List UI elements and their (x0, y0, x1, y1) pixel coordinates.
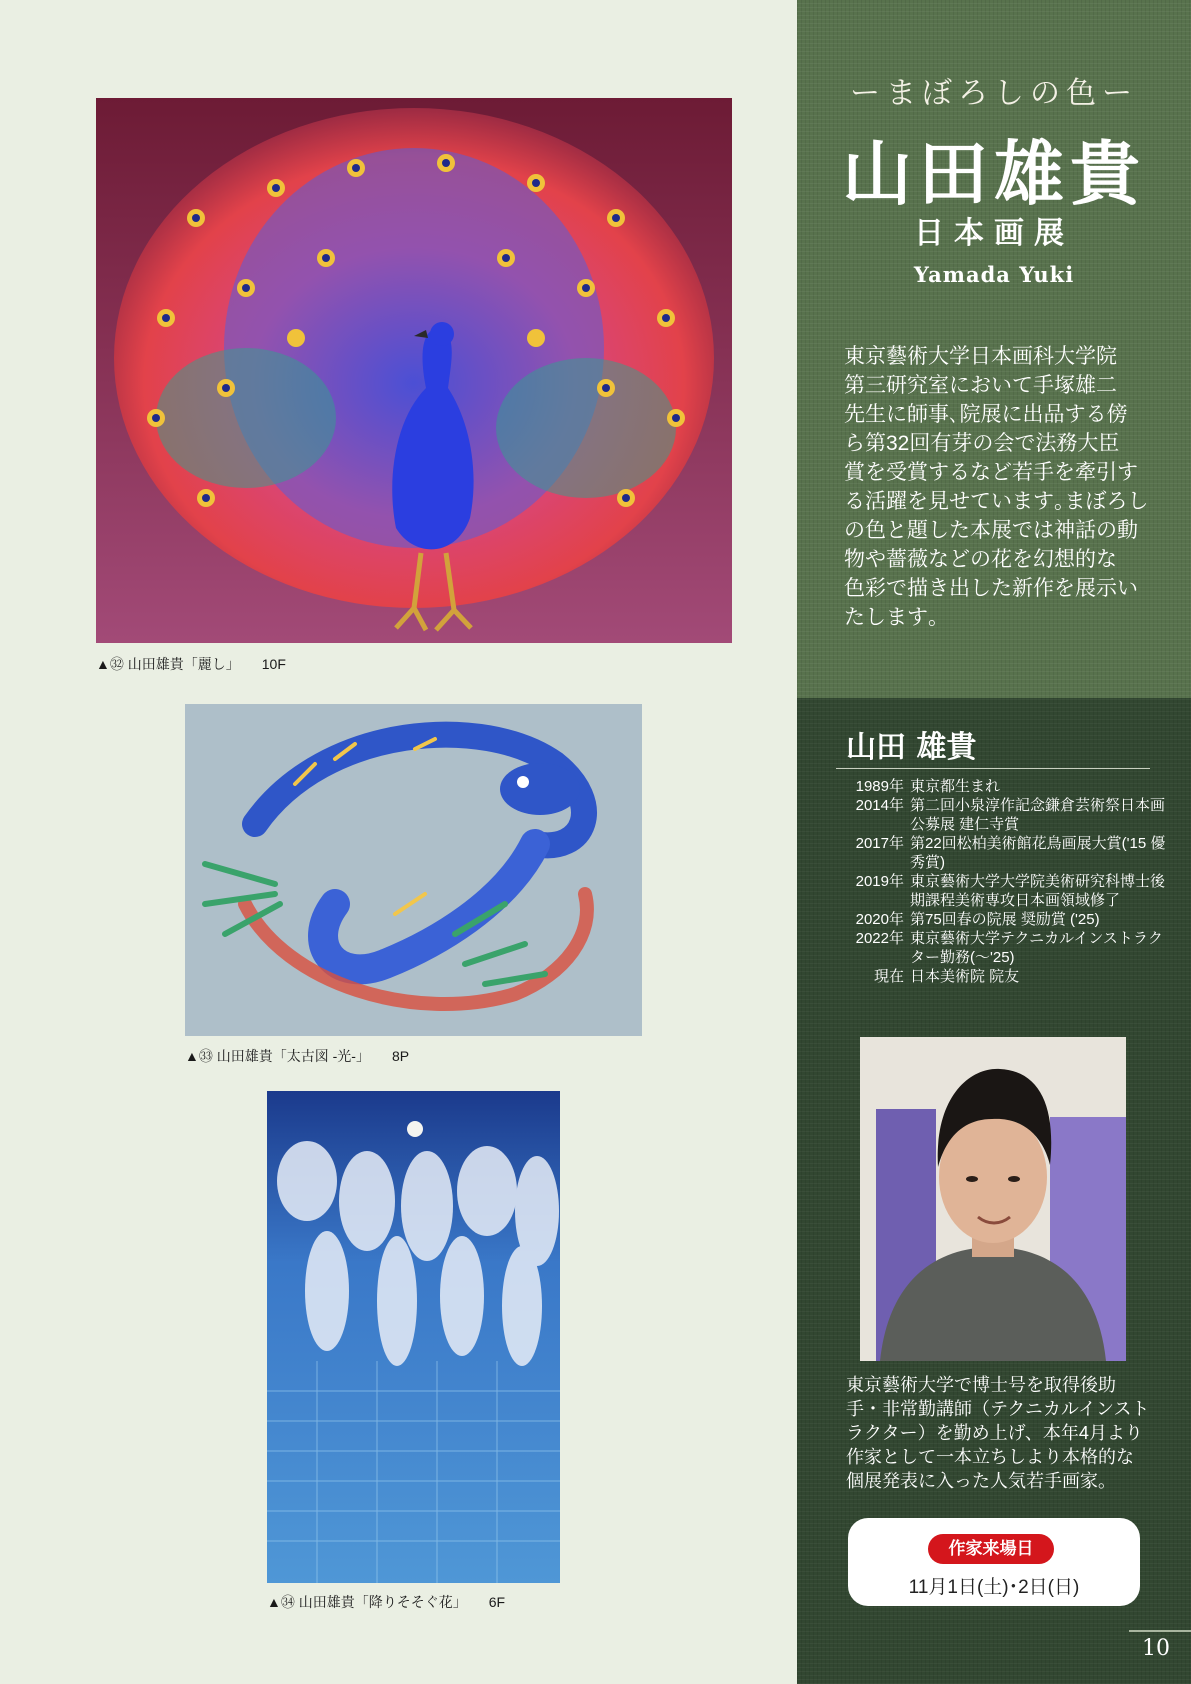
artwork-peacock (96, 98, 732, 643)
intro-line: 先生に師事､院展に出品する傍 (844, 403, 1128, 426)
dinosaur-fossil-painting-icon (185, 704, 642, 1036)
artwork-caption (185, 1046, 409, 1066)
exhibition-info-panel (797, 0, 1191, 1684)
bio-entry (846, 967, 1166, 986)
bio-text: 東京都生まれ (910, 778, 1001, 795)
intro-line: 第三研究室において手塚雄二 (844, 374, 1117, 397)
bio-text: 東京藝術大学大学院美術研究科博士後期課程美術専攻日本画領域修了 (910, 873, 1166, 909)
artist-portrait-photo-icon (860, 1037, 1126, 1361)
bio-entry (846, 834, 1166, 872)
bio-year: 現在 (873, 968, 904, 985)
artwork-size: 10F (261, 656, 286, 672)
intro-line: 賞を受賞するなど若手を牽引す (844, 461, 1138, 484)
artist-name-heading: 山田雄貴 (842, 133, 1146, 215)
bio-timeline (846, 777, 1166, 986)
bio-year: 2014年 (855, 797, 904, 814)
wisteria-moon-painting-icon (267, 1091, 560, 1583)
peacock-painting-icon (96, 98, 732, 643)
intro-line: 物や薔薇などの花を幻想的な (844, 548, 1117, 571)
page-number-rule (1129, 1630, 1191, 1632)
artist-romaji: Yamada Yuki (913, 262, 1075, 287)
bio-entry (846, 872, 1166, 910)
intro-line: 色彩で描き出した新作を展示い (844, 577, 1138, 600)
intro-line: 東京藝術大学日本画科大学院 (844, 345, 1117, 368)
artwork-size: 8P (391, 1048, 410, 1064)
bio-year: 2022年 (855, 930, 904, 947)
artwork-title: ▲㉜ 山田雄貴「麗し」 (96, 656, 240, 672)
artist-profile (846, 1373, 1166, 1493)
exhibition-type: 日本画展 (914, 217, 1074, 250)
artwork-caption (96, 654, 286, 674)
bio-artist-name: 山田 雄貴 (846, 730, 977, 765)
profile-line: 手・非常勤講師（テクニカルインスト (846, 1399, 1150, 1419)
artwork-size: 6F (488, 1594, 506, 1610)
bio-entry (846, 796, 1166, 834)
bio-text: 日本美術院 院友 (910, 968, 1020, 985)
artwork-title: ▲㉝ 山田雄貴「太古図 -光-」 (185, 1048, 370, 1064)
bio-text: 東京藝術大学テクニカルインストラクター勤務(〜'25) (910, 930, 1163, 966)
exhibition-intro (844, 342, 1164, 632)
bio-entry (846, 929, 1166, 967)
intro-line: の色と題した本展では神話の動 (844, 519, 1138, 542)
bio-entry (846, 777, 1166, 796)
bio-divider (836, 768, 1150, 769)
profile-line: 作家として一本立ちしより本格的な (846, 1447, 1134, 1467)
artwork-title: ▲㉞ 山田雄貴「降りそそぐ花」 (267, 1594, 467, 1610)
bio-text: 第22回松柏美術館花鳥画展大賞('15 優秀賞) (910, 835, 1166, 871)
artist-visit-label: 作家来場日 (928, 1534, 1054, 1564)
artwork-dinosaur (185, 704, 642, 1036)
page-number: 10 (1142, 1636, 1170, 1661)
bio-text: 第二回小泉淳作記念鎌倉芸術祭日本画公募展 建仁寺賞 (910, 797, 1166, 833)
intro-line: たします｡ (844, 606, 939, 629)
profile-line: 東京藝術大学で博士号を取得後助 (846, 1375, 1116, 1395)
exhibition-subtitle: ーまぼろしの色ー (850, 76, 1138, 111)
profile-line: 個展発表に入った人気若手画家。 (846, 1471, 1116, 1491)
artwork-caption (267, 1592, 505, 1612)
bio-year: 2017年 (855, 835, 904, 852)
artist-portrait (860, 1037, 1126, 1361)
intro-line: る活躍を見せています｡まぼろし (844, 490, 1149, 513)
artist-bio-panel (797, 698, 1191, 1684)
artwork-wisteria (267, 1091, 560, 1583)
artist-visit-box (848, 1518, 1140, 1606)
bio-year: 2019年 (855, 873, 904, 890)
bio-year: 2020年 (855, 911, 904, 928)
profile-line: ラクター）を勤め上げ、本年4月より (846, 1423, 1143, 1443)
bio-year: 1989年 (855, 778, 904, 795)
bio-text: 第75回春の院展 奨励賞 ('25) (910, 911, 1100, 928)
bio-entry (846, 910, 1166, 929)
intro-line: ら第32回有芽の会で法務大臣 (844, 432, 1120, 455)
artist-visit-dates: 11月1日(土)･2日(日) (908, 1577, 1080, 1598)
